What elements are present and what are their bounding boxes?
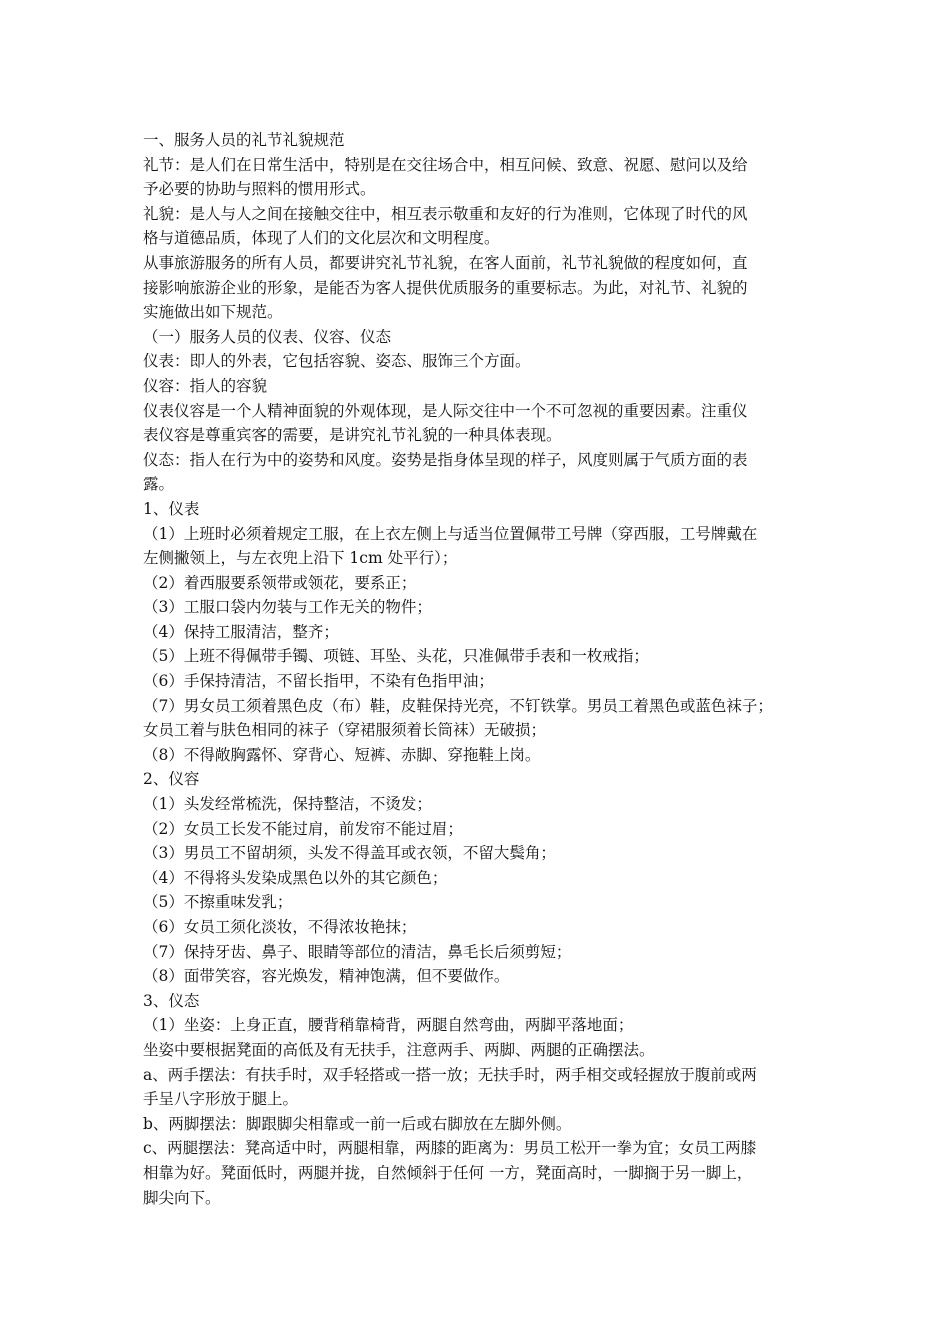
list-item: （1）头发经常梳洗，保持整洁，不烫发； bbox=[143, 795, 432, 814]
paragraph-line: 仪表仪容是一个人精神面貌的外观体现，是人际交往中一个不可忽视的重要因素。注重仪 bbox=[143, 401, 748, 420]
paragraph-line: 格与道德品质，体现了人们的文化层次和文明程度。 bbox=[143, 229, 500, 248]
list-item: （5）上班不得佩带手镯、项链、耳坠、头花，只准佩带手表和一枚戒指； bbox=[143, 647, 649, 666]
paragraph-line: 相靠为好。凳面低时，两腿并拢，自然倾斜于任何 一方，凳面高时，一脚搁于另一脚上， bbox=[143, 1163, 753, 1182]
list-item: （1）上班时必须着规定工服，在上衣左侧上与适当位置佩带工号牌（穿西服，工号牌戴在 bbox=[143, 524, 758, 543]
list-item: （4）保持工服清洁，整齐； bbox=[143, 622, 339, 641]
list-item: （1）坐姿：上身正直，腰背稍靠椅背，两腿自然弯曲，两脚平落地面； bbox=[143, 1016, 634, 1035]
heading-posture: 3、仪态 bbox=[143, 991, 200, 1010]
paragraph-line: 从事旅游服务的所有人员，都要讲究礼节礼貌，在客人面前，礼节礼貌做的程度如何，直 bbox=[143, 253, 748, 272]
list-item: （3）工服口袋内勿装与工作无关的物件； bbox=[143, 598, 432, 617]
paragraph-line: 仪表：即人的外表，它包括容貌、姿态、服饰三个方面。 bbox=[143, 352, 531, 371]
list-item: （5）不擦重味发乳； bbox=[143, 893, 293, 912]
list-item: 左侧撇领上，与左衣兜上沿下 1cm 处平行）； bbox=[143, 549, 458, 568]
paragraph-line: 坐姿中要根据凳面的高低及有无扶手，注意两手、两脚、两腿的正确摆法。 bbox=[143, 1040, 655, 1059]
paragraph-line: 仪态：指人在行为中的姿势和风度。姿势是指身体呈现的样子，风度则属于气质方面的表 bbox=[143, 450, 748, 469]
paragraph-line: 礼貌：是人与人之间在接触交往中，相互表示敬重和友好的行为准则，它体现了时代的风 bbox=[143, 204, 748, 223]
list-item: （2）女员工长发不能过肩，前发帘不能过眉； bbox=[143, 819, 463, 838]
list-item: （7）保持牙齿、鼻子、眼睛等部位的清洁，鼻毛长后须剪短； bbox=[143, 942, 572, 961]
paragraph-line: 表仪容是尊重宾客的需要，是讲究礼节礼貌的一种具体表现。 bbox=[143, 426, 562, 445]
paragraph-line: 实施做出如下规范。 bbox=[143, 303, 283, 322]
list-item: （8）不得敞胸露怀、穿背心、短裤、赤脚、穿拖鞋上岗。 bbox=[143, 745, 541, 764]
paragraph-line: 礼节：是人们在日常生活中，特别是在交往场合中，相互问候、致意、祝愿、慰问以及给 bbox=[143, 155, 748, 174]
paragraph-line: 脚尖向下。 bbox=[143, 1188, 221, 1207]
heading-section-1: 一、服务人员的礼节礼貌规范 bbox=[143, 131, 345, 149]
paragraph-line: c、两腿摆法：凳高适中时，两腿相靠，两膝的距离为：男员工松开一拳为宜；女员工两膝 bbox=[143, 1139, 757, 1158]
list-item: （6）手保持清洁，不留长指甲，不染有色指甲油； bbox=[143, 672, 494, 691]
list-item: （7）男女员工须着黑色皮（布）鞋，皮鞋保持光亮，不钉铁掌。男员工着黑色或蓝色袜子； bbox=[143, 696, 773, 715]
paragraph-line: 予必要的协助与照料的惯用形式。 bbox=[143, 180, 376, 199]
paragraph-line: b、两脚摆法：脚跟脚尖相靠或一前一后或右脚放在左脚外侧。 bbox=[143, 1114, 572, 1133]
list-item: （6）女员工须化淡妆，不得浓妆艳抹； bbox=[143, 918, 417, 936]
paragraph-line: 露。 bbox=[143, 475, 175, 494]
list-item: 女员工着与肤色相同的袜子（穿裙服须着长筒袜）无破损； bbox=[143, 721, 547, 740]
heading-appearance: 1、仪表 bbox=[143, 499, 200, 518]
heading-grooming: 2、仪容 bbox=[143, 770, 200, 789]
heading-subsection-1: （一）服务人员的仪表、仪容、仪态 bbox=[143, 327, 392, 346]
paragraph-line: 接影响旅游企业的形象，是能否为客人提供优质服务的重要标志。为此，对礼节、礼貌的 bbox=[143, 278, 748, 297]
list-item: （8）面带笑容，容光焕发，精神饱满，但不要做作。 bbox=[143, 967, 510, 986]
paragraph-line: a、两手摆法：有扶手时，双手轻搭或一搭一放；无扶手时，两手相交或轻握放于腹前或两 bbox=[143, 1065, 757, 1084]
list-item: （4）不得将头发染成黑色以外的其它颜色； bbox=[143, 868, 448, 887]
paragraph-line: 手呈八字形放于腿上。 bbox=[143, 1090, 299, 1109]
list-item: （3）男员工不留胡须，头发不得盖耳或衣领，不留大鬓角； bbox=[143, 844, 556, 863]
list-item: （2）着西服要系领带或领花，要系正； bbox=[143, 573, 417, 592]
document-body bbox=[143, 128, 815, 1210]
paragraph-line: 仪容：指人的容貌 bbox=[143, 376, 268, 395]
